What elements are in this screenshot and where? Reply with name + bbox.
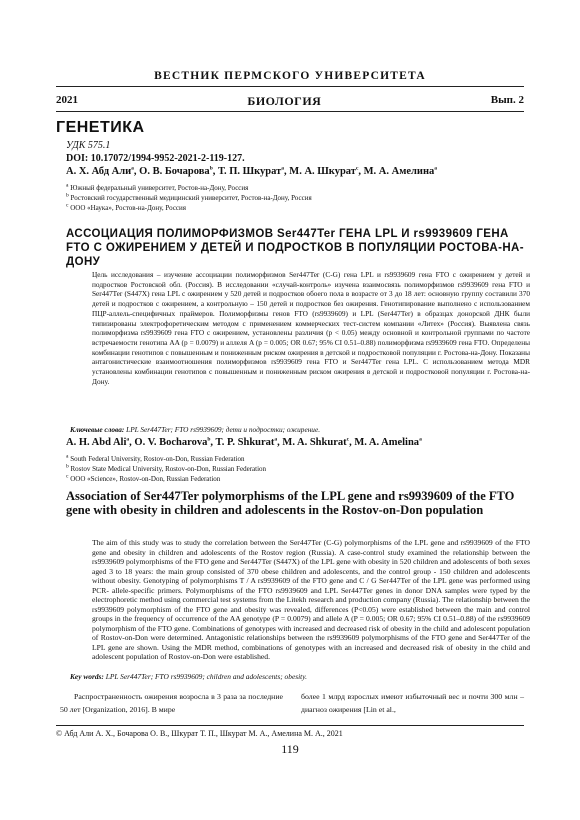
- footer-rule: [56, 725, 524, 726]
- affiliation-en: [66, 465, 266, 473]
- affil-mark: c: [66, 473, 69, 480]
- article-title-en: Association of Ser447Ter polymorphisms of the LPL gene and rs9939609 of the FTO gene with obesity in children and adolescents in the Rostov-on-Don population: [66, 489, 515, 517]
- affil-mark: c: [66, 202, 69, 209]
- affiliation-ru: [66, 184, 248, 192]
- author: А. Х. Абд Али: [66, 166, 132, 177]
- abstract-en: The aim of this study was to study the correlation between the Ser447Ter (C-G) polymorphisms of the LPL gene and rs9939609 of the FTO gene and obesity in children and adolescents of the Rostov region (Russia). A case-control study examined the relationship between the rs9939609 polymorphisms of the FTO gene and Ser447Ter (S447X) of the LPL gene with obesity in 520 children and adolescents of both sexes aged 3 to 18 years: the main group consisted of 370 obese children and adolescents, and the control group - 150 children and adolescents without obesity. Genotyping of polymorphisms T / A rs9939609 of the FTO gene and C / G Ser447Ter of the LPL gene was performed using PCR- allele-specific primers. Polymorphisms of the FTO rs9939609 and LPL Ser447Ter genes in donor DNA samples were typed by the electrophoretic method using commercial test systems from the Litekh research and production company (Russia). The relationship between the rs9939609 polymorphism of the FTO gene and obesity was revealed, differences (P<0.05) were established between the main and control groups in the frequency of occurrence of the AA genotype (P = 0.0079) and allele A (P = 0.005; OR 0.67; 95% CI 0.51–0.88) of the rs9939609 polymorphism of the FTO gene. Combinations of genotypes with increased and decreased risk of obesity in the child and adolescent population of Rostov-on-Don were determined. Antagonistic relationships between the rs9939609 polymorphisms of the FTO gene and Ser447Ter of the LPL gene are shown. Using the MDR method, combinations of genotypes with an increased and decreased risk of obesity in the child and adolescent population of Rostov-on-Don were established.: [92, 538, 530, 661]
- keywords-label: Key words:: [70, 672, 104, 681]
- issue: Вып. 2: [490, 94, 524, 106]
- udk: УДК 575.1: [66, 140, 111, 151]
- page-number: 119: [281, 742, 299, 756]
- article-title-ru: АССОЦИАЦИЯ ПОЛИМОРФИЗМОВ Ser447Ter ГЕНА LPL И rs9939609 ГЕНА FTO С ОЖИРЕНИЕМ У ДЕТЕЙ И ПОДРОСТКОВ В ПОПУЛЯЦИИ РОСТОВА-НА-ДОНУ: [66, 228, 524, 268]
- authors-en: A. H. Abd Ali$^a$, O. V. Bocharova$^b$, T. P. Shkurat$^a$, M. A. Shkurat$^c$, M. A. Amelina$^a$: [66, 436, 422, 448]
- copyright: © Абд Али А. Х., Бочарова О. В., Шкурат Т. П., Шкурат М. А., Амелина М. А., 2021: [56, 729, 343, 738]
- body-column-left: Распространенность ожирения возросла в 3 раза за последние 50 лет [Organization, 2016]. В мире: [60, 692, 283, 714]
- author: T. P. Shkurat: [215, 437, 275, 448]
- keywords-ru: [70, 425, 530, 434]
- subject: БИОЛОГИЯ: [247, 94, 322, 108]
- section-title: ГЕНЕТИКА: [56, 119, 145, 136]
- author-affil-mark: c: [355, 165, 359, 172]
- affiliation-en: [66, 455, 245, 463]
- author-affil-mark: a: [274, 436, 278, 443]
- author: A. H. Abd Ali: [66, 437, 127, 448]
- affil-mark: b: [66, 192, 69, 199]
- affiliation-en: [66, 475, 220, 483]
- keywords-en: [70, 672, 530, 681]
- affil-mark: a: [66, 453, 69, 460]
- author-affil-mark: a: [419, 436, 422, 443]
- author: M. A. Shkurat: [282, 437, 347, 448]
- author-affil-mark: b: [209, 165, 213, 172]
- body-text: [60, 690, 524, 716]
- authors-ru: А. Х. Абд Али$^a$, О. В. Бочарова$^b$, Т. П. Шкурат$^a$, М. А. Шкурат$^c$, М. А. Амелина$^a$: [66, 165, 438, 177]
- abstract-ru: Цель исследования – изучение ассоциации полиморфизмов Ser447Ter (C-G) гена LPL и rs9939609 гена FTO с ожирением у детей и подростков Ростовской обл. (Россия). В исследовании «случай-контроль» изучена взаимосвязь полиморфизмов rs9939609 гена FTO и Ser447Ter (S447X) гена LPL с ожирением у 520 детей и подростков обоего пола в возрасте от 3 до 18 лет: основную группу составили 370 детей и подростков с ожирением, а контрольную – 150 детей и подростков без ожирения. Генотипирование выполнено с использованием ПЦР-аллель-специфичных праймеров. Полиморфизмы генов FTO (rs9939609) и LPL (Ser447Ter) в образцах донорской ДНК были типизированы электрофоретическим методом с применением коммерческих тест-систем компании «Литех» (Россия). Выявлена связь полиморфизма rs9939609 гена FTO с ожирением, установлены различия (p < 0.05) между основной и контрольной группами по частоте встречаемости генотипа AA (p = 0.0079) и аллеля A (p = 0.005; OR 0.67; 95% CI 0.51–0.88) полиморфизма rs9939609 гена FTO. Определены комбинации генотипов с повышенным и пониженным риском ожирения в детской и подростковой популяции г. Ростова-на-Дону. Показаны антагонистические взаимоотношения полиморфизмов rs9939609 гена FTO и Ser447Ter гена LPL. С использованием метода MDR установлены комбинации генотипов с повышенным и пониженным риском ожирения в детской и подростковой популяции г. Ростова-на-Дону.: [92, 270, 530, 386]
- affiliation-ru: [66, 204, 186, 212]
- year: 2021: [56, 94, 78, 106]
- author: Т. П. Шкурат: [218, 166, 282, 177]
- header-row: [56, 94, 524, 109]
- author-affil-mark: a: [434, 165, 438, 172]
- author-affil-mark: c: [346, 436, 350, 443]
- author-affil-mark: b: [207, 436, 211, 443]
- affil-mark: a: [66, 182, 69, 189]
- affiliation-text: Южный федеральный университет, Ростов-на-Дону, Россия: [70, 184, 249, 192]
- author: М. А. Шкурат: [289, 166, 356, 177]
- header-rule-bottom: [56, 111, 524, 112]
- body-column-right: более 1 млрд взрослых имеют избыточный вес и почти 300 млн – диагноз ожирения [Lin et al.,: [301, 692, 524, 714]
- author: О. В. Бочарова: [139, 166, 210, 177]
- affiliation-text: Rostov State Medical University, Rostov-on-Don, Russian Federation: [70, 465, 267, 473]
- author-affil-mark: a: [281, 165, 285, 172]
- affiliation-text: South Federal University, Rostov-on-Don, Russian Federation: [70, 455, 245, 463]
- keywords-label: Ключевые слова:: [70, 425, 125, 434]
- keywords-text: LPL Ser447Ter; FTO rs9939609; дети и подростки; ожирение.: [126, 425, 321, 434]
- keywords-text: LPL Ser447Ter; FTO rs9939609; children and adolescents; obesity.: [105, 672, 307, 681]
- author-affil-mark: a: [126, 436, 130, 443]
- affiliation-text: ООО «Наука», Ростов-на-Дону, Россия: [70, 204, 187, 212]
- affiliation-text: OOO «Science», Rostov-on-Don, Russian Federation: [70, 475, 221, 483]
- affil-mark: b: [66, 463, 69, 470]
- author: O. V. Bocharova: [134, 437, 208, 448]
- affiliation-text: Ростовский государственный медицинский университет, Ростов-на-Дону, Россия: [70, 194, 312, 202]
- journal-title: ВЕСТНИК ПЕРМСКОГО УНИВЕРСИТЕТА: [154, 70, 426, 82]
- header-rule-top: [56, 86, 524, 87]
- author: М. А. Амелина: [363, 166, 435, 177]
- author-affil-mark: a: [131, 165, 134, 172]
- author: M. A. Amelina: [354, 437, 420, 448]
- doi: DOI: 10.17072/1994-9952-2021-2-119-127.: [66, 153, 245, 164]
- affiliation-ru: [66, 194, 312, 202]
